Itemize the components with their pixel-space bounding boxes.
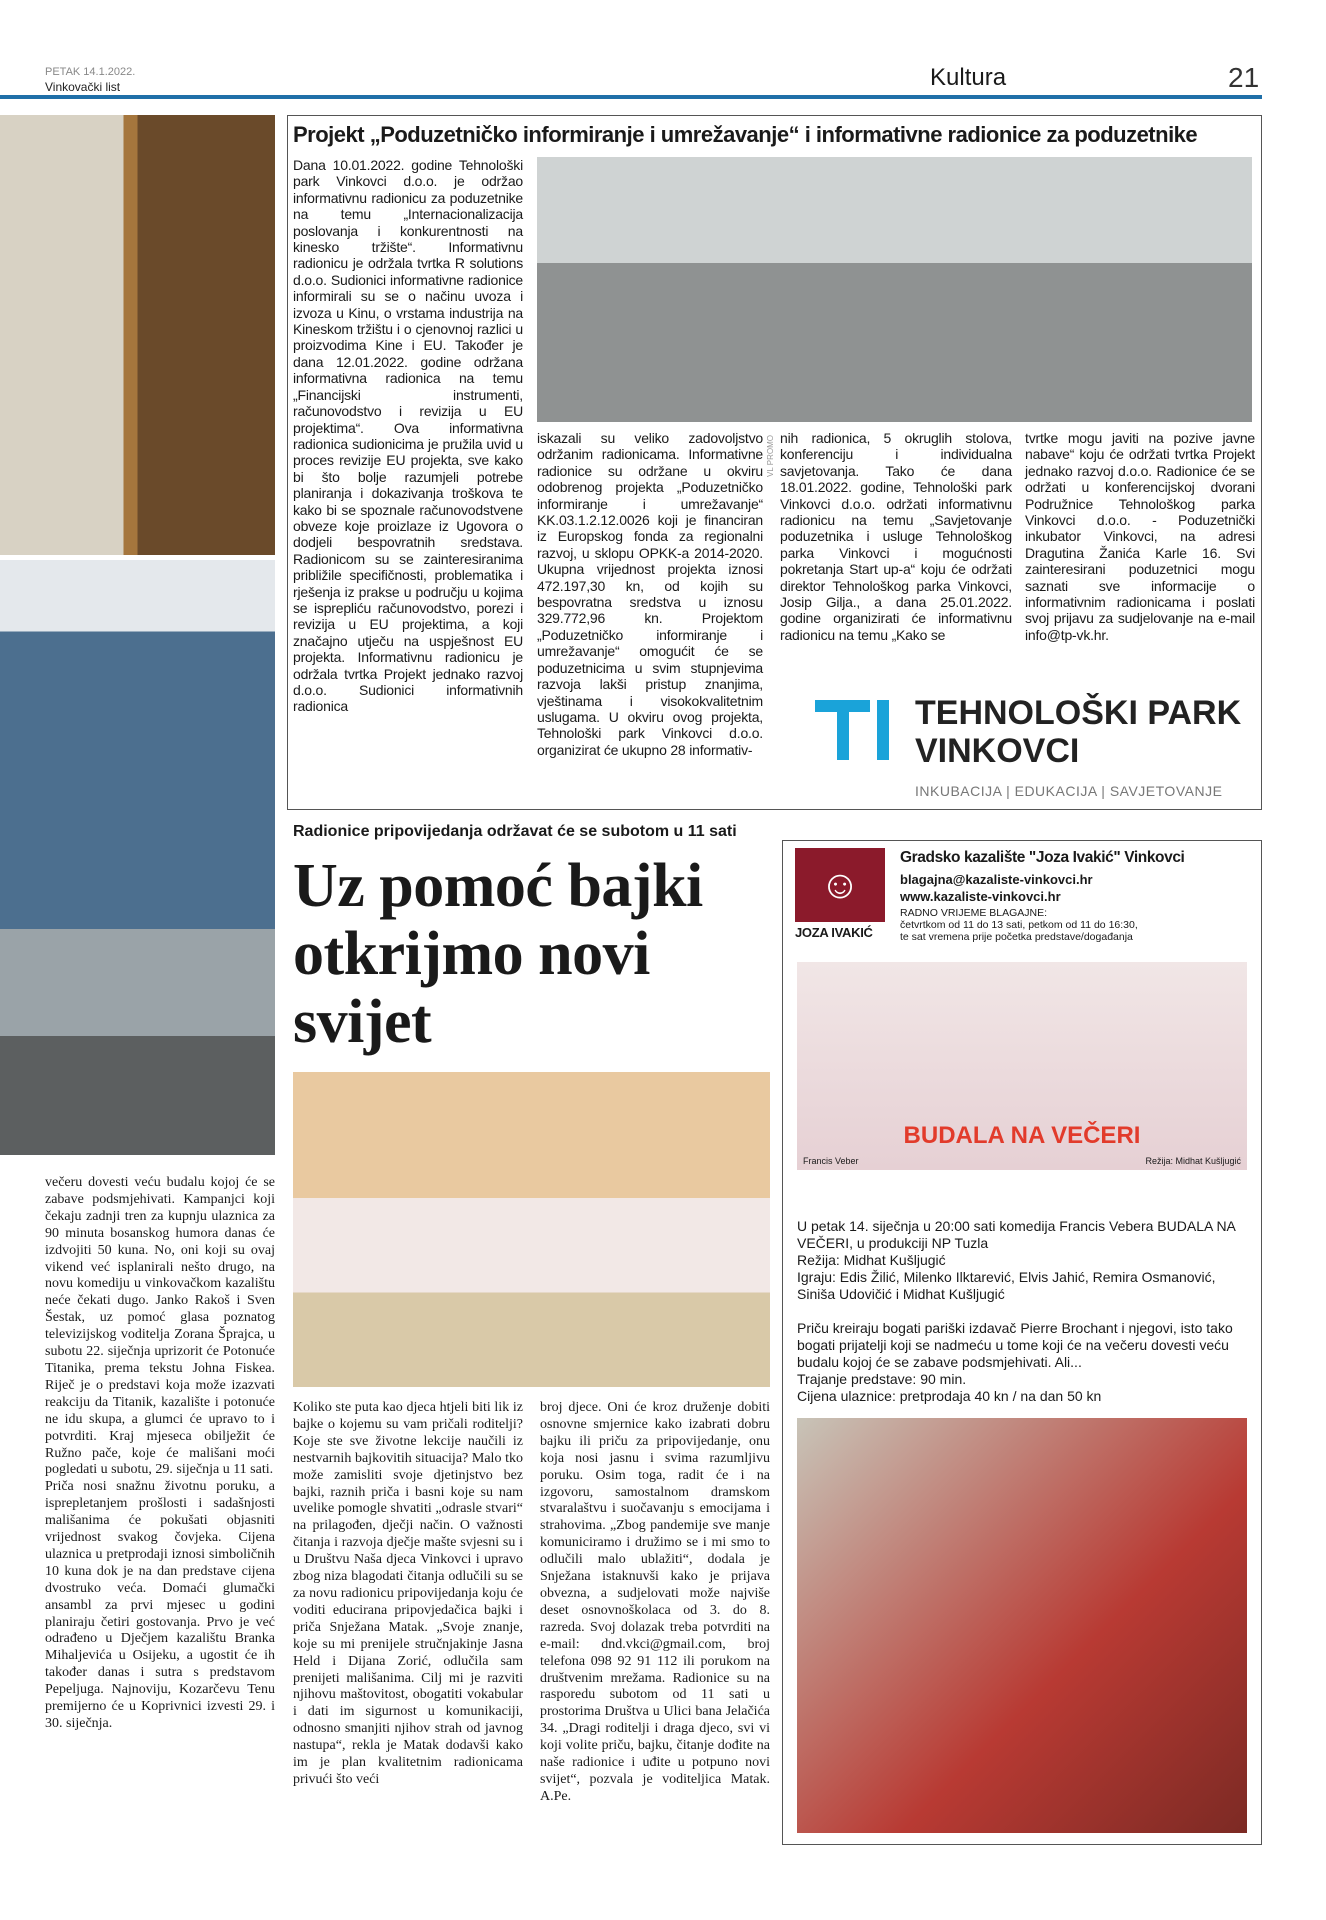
article-headline: Uz pomoć bajki otkrijmo novi svijet [293,852,703,1056]
logo-line1: TEHNOLOŠKI PARK [915,694,1242,732]
theatre-masks-icon: ☺ [819,862,861,907]
poster-author: Francis Veber [803,1156,859,1166]
section-title: Kultura [930,64,1007,91]
workshop-photo [537,157,1252,422]
play-info-line: Režija: Midhat Kušljugić [797,1252,946,1268]
play-info-line: Priču kreiraju bogati pariški izdavač Pierre Brochant i njegovi, isto tako bogati prijatelji koji se nadmeću u tome koji će na večeru dovesti veću budalu kojoj će se zabave podsmjehivati. Ali... [797,1320,1233,1370]
theatre-email: blagajna@kazaliste-vinkovci.hr [900,872,1093,887]
theatre-name: Gradsko kazalište "Joza Ivakić" Vinkovci [900,849,1185,866]
logo-line2: VINKOVCI [915,732,1080,770]
left-column-text: večeru dovesti veću budalu kojoj će se zabave podsmjehivati. Kampanjci koji čekaju zadnji tren za kupnju ulaznica za 90 minuta bosanskog humora danas će izdvojiti 50 kuna. No, oni koji su ovaj vikend već isplanirali nešto drugo, na novu komediju u vinkovačkom kazalištu neće čekati dugo. Janko Rakoš i Sven Šestak, uz pomoć glasa poznatog televizijskog voditelja Zorana Šprajca, u subotu 22. siječnja uprizorit će Potonuće Titanika, prema tekstu Johna Fiskea. Riječ je o predstavi koja može izazvati reakciju da Titanik, kazalište i potonuće ne idu skupa, a glumci će upravo to i potvrditi. Kraj mjeseca obilježit će Ružno pače, koje će mališani moći pogledati u subotu, 29. siječnja u 11 sati. Priča nosi snažnu životnu poruku, a isprepletanjem prošlosti i sadašnjosti mališanima će pokušati objasniti vrijednost svakog čovjeka. Cijena ulaznica u pretprodaji iznosi simboličnih 10 kuna dok je na dan predstave cijena dvostruko veća. Domaći glumački ansambl za prvi mjesec u godini planiraju četiri gostovanja. Prvo je već odrađeno u Dječjem kazalištu Branka Mihaljevića u Osijeku, a ugostit će ih također danas i sutra s predstavom Pepeljuga. Najnoviju, Kozarčevu Tenu premijerno će u Koprivnici izvesti 29. i 30. siječnja. [45,1175,275,1731]
header-rule [0,95,1262,99]
logo-tagline: INKUBACIJA | EDUKACIJA | SAVJETOVANJE [915,783,1223,799]
play-info-line: U petak 14. siječnja u 20:00 sati komedija Francis Vebera BUDALA NA VEČERI, u produkciji NP Tuzla [797,1218,1236,1251]
building-photo [0,560,275,1155]
child-reading-photo [293,1072,770,1387]
play-info [797,1218,1247,1405]
play-info-line: Cijena ulaznice: pretprodaja 40 kn / na dan 50 kn [797,1388,1102,1404]
main-article-col2: broj djece. Oni će kroz druženje dobiti osnovne smjernice kako izabrati dobru bajku ili priču za pripovijedanje, onu koja nosi jasnu i svima razumljivu poruku. Osim toga, radit će i na izgovoru, samostalnom dramskom stvaralaštvu i suočavanju s emocijama i strahovima. „Zbog pandemije sve manje komuniciramo i družimo se i mi smo to odlučili malo ublažiti“, dodala je Snježana istaknuvši kako je prijava obvezna, a sudjelovati može najviše deset osnovnoškolaca od 3. do 8. razreda. Svoj dolazak treba potvrditi na e-mail: dnd.vkci@gmail.com, broj telefona 098 92 91 112 ili porukom na društvenim mrežama. Radionice su na rasporedu subotom od 11 sati u prostorima Društva u Ulici bana Jelačića 34. „Dragi roditelji i draga djeco, svi vi koji volite priču, bajku, čitanje dođite na naše radionice i uđite u potpuno novi svijet“, pozvala je voditeljica Matak. A.Pe. [540,1400,770,1804]
top-article-col3: nih radionica, 5 okruglih stolova, konferenciju i individualna savjetovanja. Tako će dana 18.01.2022. godine, Tehnološki park Vinkovci d.o.o. održati informativnu radionicu na temu „Savjetovanje poduzetnika i usluge Tehnološkog parka Vinkovci i mogućnosti pokretanja Start up-a“ koju će održati direktor Tehnološkog parka Vinkovci, Josip Gilja., a dana 25.01.2022. godine organizirati će informativnu radionicu na temu „Kako se [780,430,1012,643]
theatre-logo-text: JOZA IVAKIĆ [795,925,873,940]
play-poster [797,962,1247,1170]
top-article-col2: iskazali su veliko zadovoljstvo održanim radionicama. Informativne radionice su održane u okviru odobrenog projekta „Poduzetničko informiranje i umrežavanje“ KK.03.1.2.12.0026 koji je financiran iz Europskog fonda za regionalni razvoj, u sklopu OPKK-a 2014-2020. Ukupna vrijednost projekta iznosi 472.197,30 kn, od kojih su bespovratna sredstva u iznosu 329.772,96 kn. Projektom „Poduzetničko informiranje i umrežavanje“ omogućit će se poduzetnicima u svim stupnjevima razvoja lakši pristup znanjima, vještinama i visokokvalitetnim uslugama. U okviru ovog projekta, Tehnološki park Vinkovci d.o.o. organizirat će ukupno 28 informativ- [537,430,763,758]
hours-title: RADNO VRIJEME BLAGAJNE: [900,907,1048,919]
promo-label: VL PROMO [766,435,775,477]
play-info-line: Trajanje predstave: 90 min. [797,1371,967,1387]
top-article-title: Projekt „Poduzetničko informiranje i umrežavanje“ i informativne radionice za poduzetnike [293,122,1198,147]
top-article-col4: tvrtke mogu javiti na pozive javne nabave“ koju će održati tvrtka Projekt jednako razvoj d.o.o. Radionice će se održati u konferencijskoj dvorani Podružnice Tehnološkog parka Vinkovci d.o.o. - Poduzetnički inkubator Vinkovci, na adresi Dragutina Žanića Karle 16. Svi zainteresirani poduzetnici mogu saznati sve informacije o informativnim radionicama i poslati svoj prijavu za sudjelovanje na e-mail info@tp-vk.hr. [1025,430,1255,643]
main-article-col1: Koliko ste puta kao djeca htjeli biti lik iz bajke o kojemu su vam pričali roditelji? Koje ste sve životne lekcije naučili iz nestvarnih bajkovitih situacija? Malo tko može zamisliti svoje djetinjstvo bez bajki, raznih priča i basni koje su nam uvelike pomogle shvatiti „odrasle stvari“ na prilagođen, dječji način. O važnosti čitanja i razvoja dječje mašte svjesni su i u Društvu Naša djeca Vinkovci i upravo zbog niza blagodati čitanja odlučili su se za novu radionicu pripovijedanja koju će voditi educirana pripovjedačica bajki i priča Snježana Matak. „Svoje znanje, koje su mi prenijele stručnjakinje Jasna Held i Dijana Zorić, odlučila sam prenijeti mališanima. Cilj mi je razviti njihovu maštovitost, obogatiti vokabular i dati im sigurnost u komunikaciji, odnosno smanjiti njihov strah od javnog nastupa“, rekla je Matak dodavši kako im je plan kvalitetnim radionicama privući što veći [293,1400,523,1787]
play-info-line: Igraju: Edis Žilić, Milenko Ilktarević, Elvis Jahić, Remira Osmanović, Siniša Udovičić i Midhat Kušljugić [797,1269,1216,1302]
page-number: 21 [1228,62,1260,93]
theatre-website: www.kazaliste-vinkovci.hr [900,889,1061,904]
paper-name: Vinkovački list [45,80,121,94]
issue-date: PETAK 14.1.2022. [45,66,136,78]
hours-line2: te sat vremena prije početka predstave/događanja [900,931,1133,943]
poster-director: Režija: Midhat Kušljugić [1145,1156,1241,1166]
logo-mark-icon [815,700,905,760]
article-kicker: Radionice pripovijedanja održavat će se subotom u 11 sati [293,823,737,840]
poster-title: BUDALA NA VEČERI [903,1122,1141,1149]
tehnoloski-park-logo [815,694,1242,805]
play-scene-photo [797,1418,1247,1833]
top-article-col1: Dana 10.01.2022. godine Tehnološki park Vinkovci d.o.o. je održao informativnu radionicu za poduzetnike na temu „Internacionalizacija poslovanja i konkurentnosti na kinesko tržište“. Informativnu radionicu je održala tvrtka R solutions d.o.o. Sudionici informativne radionice informirali su se o načinu uvoza i izvoza u Kinu, o vrstama industrija na Kineskom tržištu i o cjenovnoj razlici u proizvodima Kine i EU. Također je dana 12.01.2022. godine održana informativna radionica na temu „Financijski instrumenti, računovodstvo i revizija u EU projektima“. Ova informativna radionica sudionicima je pružila uvid u proces revizije EU projekta, sve kako bi što bolje razumjeli potrebe planiranja i dokazivanja troškova te kako bi se spoznale računovodstvene obveze koje proizlaze iz Ugovora o dodjeli bespovratnih sredstava. Radionicom su se zainteresiranima približile specifičnosti, problematika i rješenja iz prakse u području u kojima se isprepliću računovodstvo, porezi i revizija u EU projektima, a koji značajno utječu na uspješnost EU projekta. Informativnu radionicu je održala tvrtka Projekt jednako razvoj d.o.o. Sudionici informativnih radionica [293,157,523,715]
hours-line1: četvrtkom od 11 do 13 sati, petkom od 11 do 16:30, [900,919,1138,931]
library-photo [0,115,275,555]
theatre-logo [795,848,891,943]
